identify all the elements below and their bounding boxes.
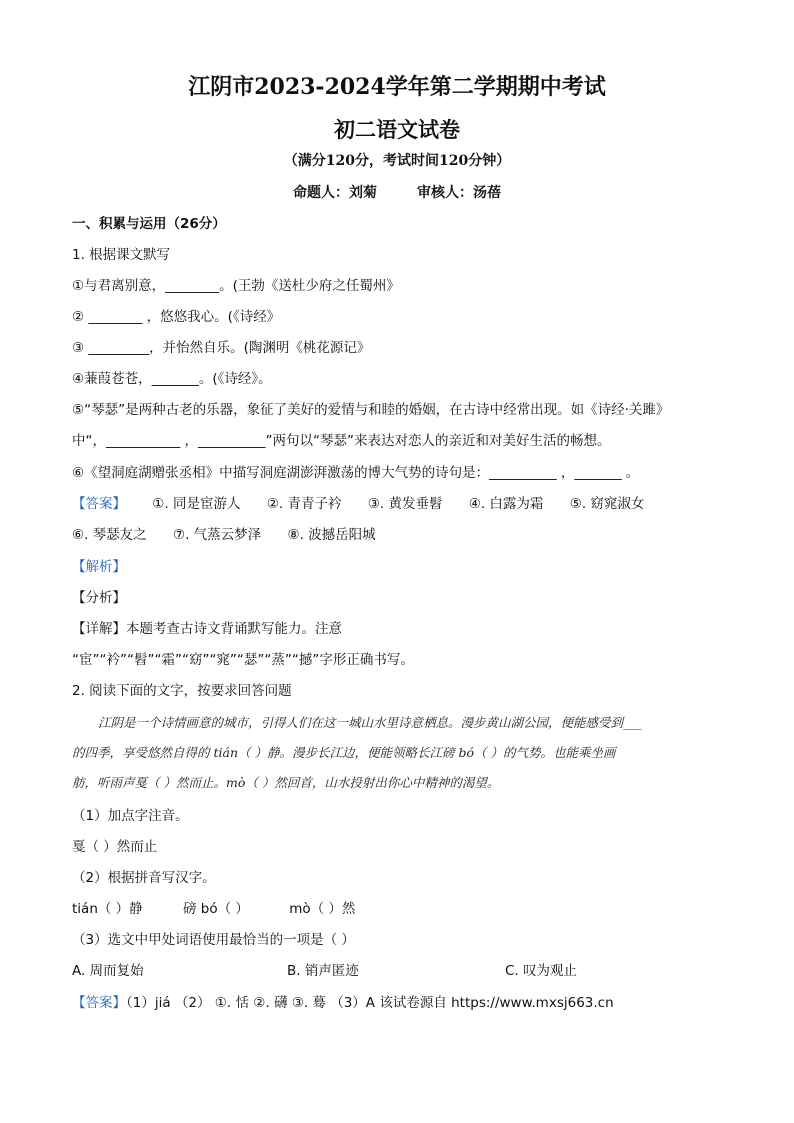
answer-7: ⑦. 气蒸云梦泽 xyxy=(172,527,262,543)
q2-prompt: 2. 阅读下面的文字，按要求回答问题 xyxy=(72,683,292,699)
q1-prompt: 1. 根据课文默写 xyxy=(72,247,171,263)
q2-passage-line-3: 舫，听雨声戛（ ）然而止。mò（ ）然回首，山水投射出你心中精神的渴望。 xyxy=(72,775,500,790)
q1-item-1: ①与君离别意，________。(王勃《送杜少府之任蜀州》 xyxy=(72,278,400,294)
detail-line xyxy=(72,619,732,639)
q2-sub2-items xyxy=(72,899,732,919)
option-a: A. 周而复始 xyxy=(72,963,144,979)
exam-authors xyxy=(0,182,794,202)
option-c: C. 叹为观止 xyxy=(505,963,578,979)
q2-sub1: （1）加点字注音。 xyxy=(72,808,189,824)
exam-title: 江阴市2023-2024学年第二学期期中考试 xyxy=(188,74,606,100)
q2-sub1-item: 戛（ ）然而止 xyxy=(72,839,158,855)
q2-sub2: （2）根据拼音写汉字。 xyxy=(72,870,216,886)
q1-item-5a: ⑤“琴瑟”是两种古老的乐器，象征了美好的爱情与和睦的婚姻，在古诗中经常出现。如《诗经·关雎》 xyxy=(72,402,670,418)
answer-label: 【答案】 xyxy=(72,496,126,512)
sub2-item-1: tián（ ）静 xyxy=(72,901,143,917)
exam-note: （满分120分，考试时间120分钟） xyxy=(283,153,511,169)
q2-answer-label: 【答案】 xyxy=(72,995,126,1011)
q1-item-4: ④蒹葭苍苍，_______。(《诗经》。 xyxy=(72,371,272,387)
exam-subtitle: 初二语文试卷 xyxy=(334,117,460,142)
answer-5: ⑤. 窈窕淑女 xyxy=(569,496,645,512)
answer-4: ④. 白露为霜 xyxy=(468,496,544,512)
q1-item-6: ⑥《望洞庭湖赠张丞相》中描写洞庭湖澎湃激荡的博大气势的诗句是：__________ ，_______ 。 xyxy=(72,465,640,481)
answer-6: ⑥. 琴瑟友之 xyxy=(72,527,147,543)
author-label: 命题人：刘菊 xyxy=(293,185,377,201)
option-b: B. 销声匿迹 xyxy=(287,963,359,979)
q1-item-3: ③ _________，并怡然自乐。(陶渊明《桃花源记》 xyxy=(72,340,371,356)
section-heading: 一、积累与运用（26分） xyxy=(72,216,226,232)
q2-sub3: （3）选文中甲处词语使用最恰当的一项是（ ） xyxy=(72,932,355,948)
q1-answer-row-1 xyxy=(72,494,732,514)
answer-2: ②. 青青子衿 xyxy=(266,496,342,512)
q1-item-2: ② ________ ，悠悠我心。(《诗经》 xyxy=(72,309,281,325)
detail-text-2: “宦”“衿”“髫”“霜”“窈”“窕”“瑟”“蒸”“撼”字形正确书写。 xyxy=(72,652,414,668)
sub2-item-3: mò（ ）然 xyxy=(289,901,356,917)
q2-passage-line-2: 的四季，享受悠然自得的 tián（ ）静。漫步长江边，便能领略长江磅 bó（ ）的气势。也能乘坐画 xyxy=(72,745,616,760)
q2-answer-line xyxy=(72,993,732,1013)
answer-8: ⑧. 波撼岳阳城 xyxy=(287,527,376,543)
sub2-item-2: 磅 bó（ ） xyxy=(182,901,249,917)
detail-text: 本题考查古诗文背诵默写能力。注意 xyxy=(126,621,342,637)
fenxi-label: 【分析】 xyxy=(72,590,126,606)
q2-answer-text: （1）jiá （2） ①. 恬 ②. 礴 ③. 蓦 （3）A 该试卷源自 https://www.mxsj663.cn xyxy=(126,995,614,1011)
analysis-label: 【解析】 xyxy=(72,559,126,575)
answer-1: ①. 同是宦游人 xyxy=(152,496,241,512)
answer-3: ③. 黄发垂髫 xyxy=(367,496,443,512)
q2-passage-line-1: 江阴是一个诗情画意的城市，引得人们在这一城山水里诗意栖息。漫步黄山湖公园，便能感受到___ xyxy=(98,715,642,730)
q1-item-5b: 中“，___________ ，__________”两句以“琴瑟”来表达对恋人的亲近和对美好生活的畅想。 xyxy=(72,433,611,449)
reviewer-label: 审核人：汤蓓 xyxy=(417,185,501,201)
detail-label: 【详解】 xyxy=(72,621,126,637)
q1-answer-row-2 xyxy=(72,525,732,545)
